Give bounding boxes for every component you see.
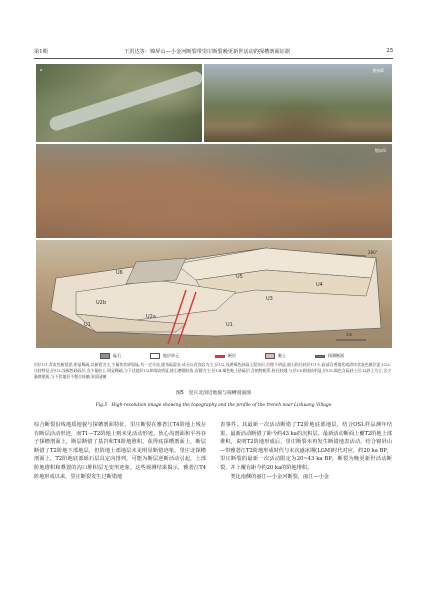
slope-photo xyxy=(36,144,392,238)
figure-caption-en: Fig.5 High-resolution image showing the topography and the profile of the trench near Lizhuang Village xyxy=(95,403,332,408)
unit-label-u6: U6 xyxy=(116,270,123,276)
legend-item-fault: 断层 xyxy=(215,353,236,359)
section-line-swatch xyxy=(315,355,325,358)
pebble-swatch xyxy=(100,353,110,359)
legend-item-soil: 黏土 xyxy=(265,353,286,359)
trench-profile xyxy=(36,240,392,348)
trench-profile-drawing xyxy=(36,240,392,348)
running-title: 王洪达等：锦屏山—小金河断裂带里庄断裂晚更新世活动的探槽剖面证据 xyxy=(124,49,291,55)
page-number: 25 xyxy=(386,48,393,54)
unit-label-u1-left: U1 xyxy=(84,322,91,328)
body-column-left: 综合断裂沿线地质地貌与探槽剖面特征，里庄断裂在雅砻江T4阶地上残存有断层活动形迹，而T1—T2阶地上则未见活动形迹。狄心沟剖面和平谷谷子探槽剖面上，断层断错了基岩和T4阶地堆积，获得底探槽剖面上，断层断错了T2阶地下部地层，但阶地上部地层未见明显断错迹象。里庄北探槽剖面上，T2阶地底部砾石层具定向排列，可能为断层逆断活动引起，上部阶地堆积和叠置的沟口堆积层无变形迹象。这些观测结果揭示，雅砻江T4阶地形成以来，里庄断裂发生过断错地 xyxy=(34,422,206,480)
issue-number: 第1期 xyxy=(34,49,48,55)
fault-swatch xyxy=(215,355,225,358)
figure-description: 层位U1,青灰色断裂泥,明显稀疏,以断裂为主,少量块状碎屑砾,有一定分选,棱角砾混杂,成分以花岗岩为主;层U2,浅黄褐色砂砾土混杂层,层理不明显,棱石粒径较层U1小,砾部含透镜状或团块状灰色断层泥;U2c,比较特征;层U3,浅褐色砂砾层,含少量粒土,明显稀疏,与下伏地层U2界线较明显,棱石磨圆较角,次圆为主;层U4,褐色粘土砂砾层,含植物根系,粒径较细,与层U5界线较明显;层U5,褐色含砾砂土层,以砂土为主,含少量腐殖质,与下伏地层不整合接触,界面清晰 xyxy=(34,362,391,379)
unit-label-u4: U4 xyxy=(316,282,323,288)
unit-label-u5: U5 xyxy=(236,274,243,280)
direction-label: 280° xyxy=(368,250,378,255)
scale-label: 1m xyxy=(346,332,353,337)
running-header xyxy=(34,46,393,59)
unit-label-u2b: U2b xyxy=(96,300,107,306)
river-feature xyxy=(48,70,202,133)
legend-item-layer: 地层单元 xyxy=(150,353,179,359)
soil-swatch xyxy=(265,353,275,359)
valley-photo xyxy=(204,64,392,142)
photo-c-label: 镜向S xyxy=(374,148,386,153)
legend-item-pebble: 砾石 xyxy=(100,353,121,359)
photo-b-label: 镜向E xyxy=(372,68,384,73)
layer-swatch xyxy=(150,353,160,359)
figure-legend xyxy=(100,352,390,360)
unit-label-u3: U3 xyxy=(266,296,273,302)
body-column-right: 表事件，其最新一次活动断错了T2阶地底部地层，结合OSL样品测年结果，最新活动断错了距今约43 ka的沉积层，最新活动断面上覆T2阶地上部堆积，说明T2阶地形成后，里庄断裂未再发生断错地表活动。结合锦屏山—带雅砻江T2阶地形成时代与末次盛冰期(LGM)时代对应，约20 ka BP，里庄断裂的最新一次活动限定为20~43 ka BP，断裂为晚更新世活动断裂，并上覆有距今约20 ka的阶地堆积。 类比南侧的丽江—小金河断裂，丽江—小金 xyxy=(220,422,392,480)
satellite-image xyxy=(36,64,202,142)
legend-item-line: 探测断面 xyxy=(315,353,344,359)
unit-label-u2a: U2a xyxy=(146,314,156,320)
unit-label-u1-right: U1 xyxy=(226,322,233,328)
photo-a-label: a xyxy=(40,67,43,72)
figure-caption-cn: 图5 里庄北剖近地貌与探槽剖面图 xyxy=(175,391,251,396)
